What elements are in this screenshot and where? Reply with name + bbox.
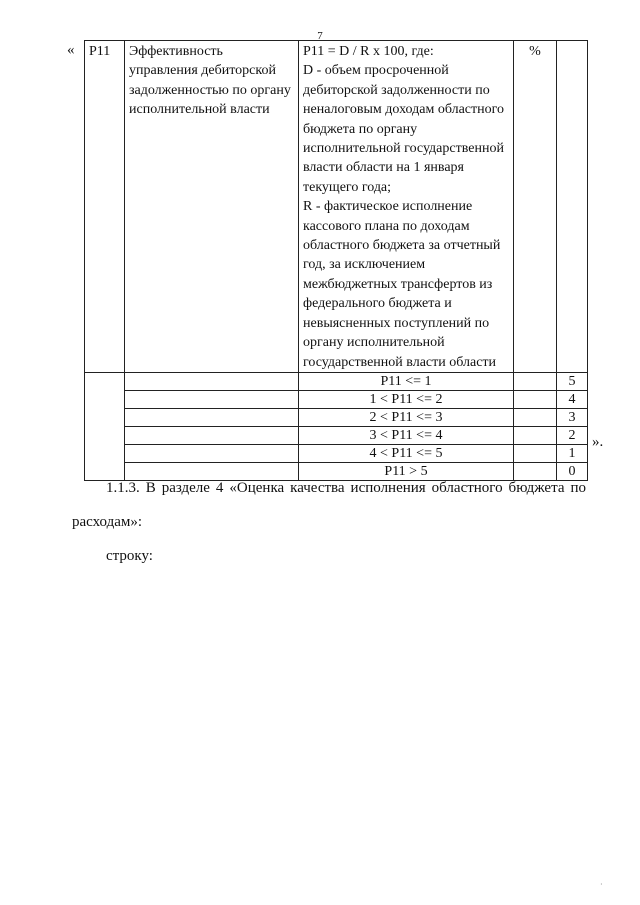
score-row bbox=[85, 372, 588, 390]
closing-quote: ». bbox=[592, 434, 604, 450]
score-name-cell bbox=[125, 390, 299, 408]
score-name-cell bbox=[125, 372, 299, 390]
formula-definition-r: R - фактическое исполнение кассового плана по доходам областного бюджета за отчетный год, за исключением межбюджетных трансфертов из федерального бюджета и невыясненных поступлений по органу исполнительной государственной власти области bbox=[303, 199, 501, 370]
score-points: 5 bbox=[557, 372, 588, 390]
score-points: 4 bbox=[557, 390, 588, 408]
score-name-cell bbox=[125, 408, 299, 426]
score-unit-cell bbox=[514, 390, 557, 408]
score-condition: P11 <= 1 bbox=[299, 372, 514, 390]
indicator-code: P11 bbox=[85, 41, 125, 373]
opening-quote: « bbox=[67, 42, 75, 58]
formula-definition-d: D - объем просроченной дебиторской задолженности по неналоговым доходам областного бюджета по органу исполнительной государственной власти области на 1 января текущего года; bbox=[303, 63, 505, 195]
paragraph-section-4: 1.1.3. В разделе 4 «Оценка качества исполнения областного бюджета по расходам»: bbox=[72, 480, 586, 530]
score-row bbox=[85, 390, 588, 408]
indicator-table bbox=[84, 40, 587, 481]
score-row bbox=[85, 426, 588, 444]
score-code-cell bbox=[85, 372, 125, 480]
page-mark: · bbox=[600, 880, 603, 889]
score-row bbox=[85, 444, 588, 462]
score-row bbox=[85, 408, 588, 426]
indicator-name: Эффективность управления дебиторской задолженностью по органу исполнительной власти bbox=[125, 41, 299, 373]
score-condition: 4 < P11 <= 5 bbox=[299, 444, 514, 462]
score-points: 3 bbox=[557, 408, 588, 426]
score-condition: 3 < P11 <= 4 bbox=[299, 426, 514, 444]
indicator-row bbox=[85, 41, 588, 373]
score-unit-cell bbox=[514, 408, 557, 426]
score-unit-cell bbox=[514, 372, 557, 390]
score-points: 0 bbox=[557, 462, 588, 480]
score-condition: 1 < P11 <= 2 bbox=[299, 390, 514, 408]
page-number: 7 bbox=[317, 30, 323, 42]
indicator-unit: % bbox=[514, 41, 557, 373]
score-points: 2 bbox=[557, 426, 588, 444]
indicator-formula bbox=[299, 41, 514, 373]
score-name-cell bbox=[125, 444, 299, 462]
score-unit-cell bbox=[514, 444, 557, 462]
score-condition: 2 < P11 <= 3 bbox=[299, 408, 514, 426]
score-condition: P11 > 5 bbox=[299, 462, 514, 480]
indicator-empty-cell bbox=[557, 41, 588, 373]
score-unit-cell bbox=[514, 426, 557, 444]
score-points: 1 bbox=[557, 444, 588, 462]
formula-main: P11 = D / R х 100, где: bbox=[303, 44, 434, 59]
score-name-cell bbox=[125, 426, 299, 444]
paragraph-row: строку: bbox=[106, 548, 153, 564]
